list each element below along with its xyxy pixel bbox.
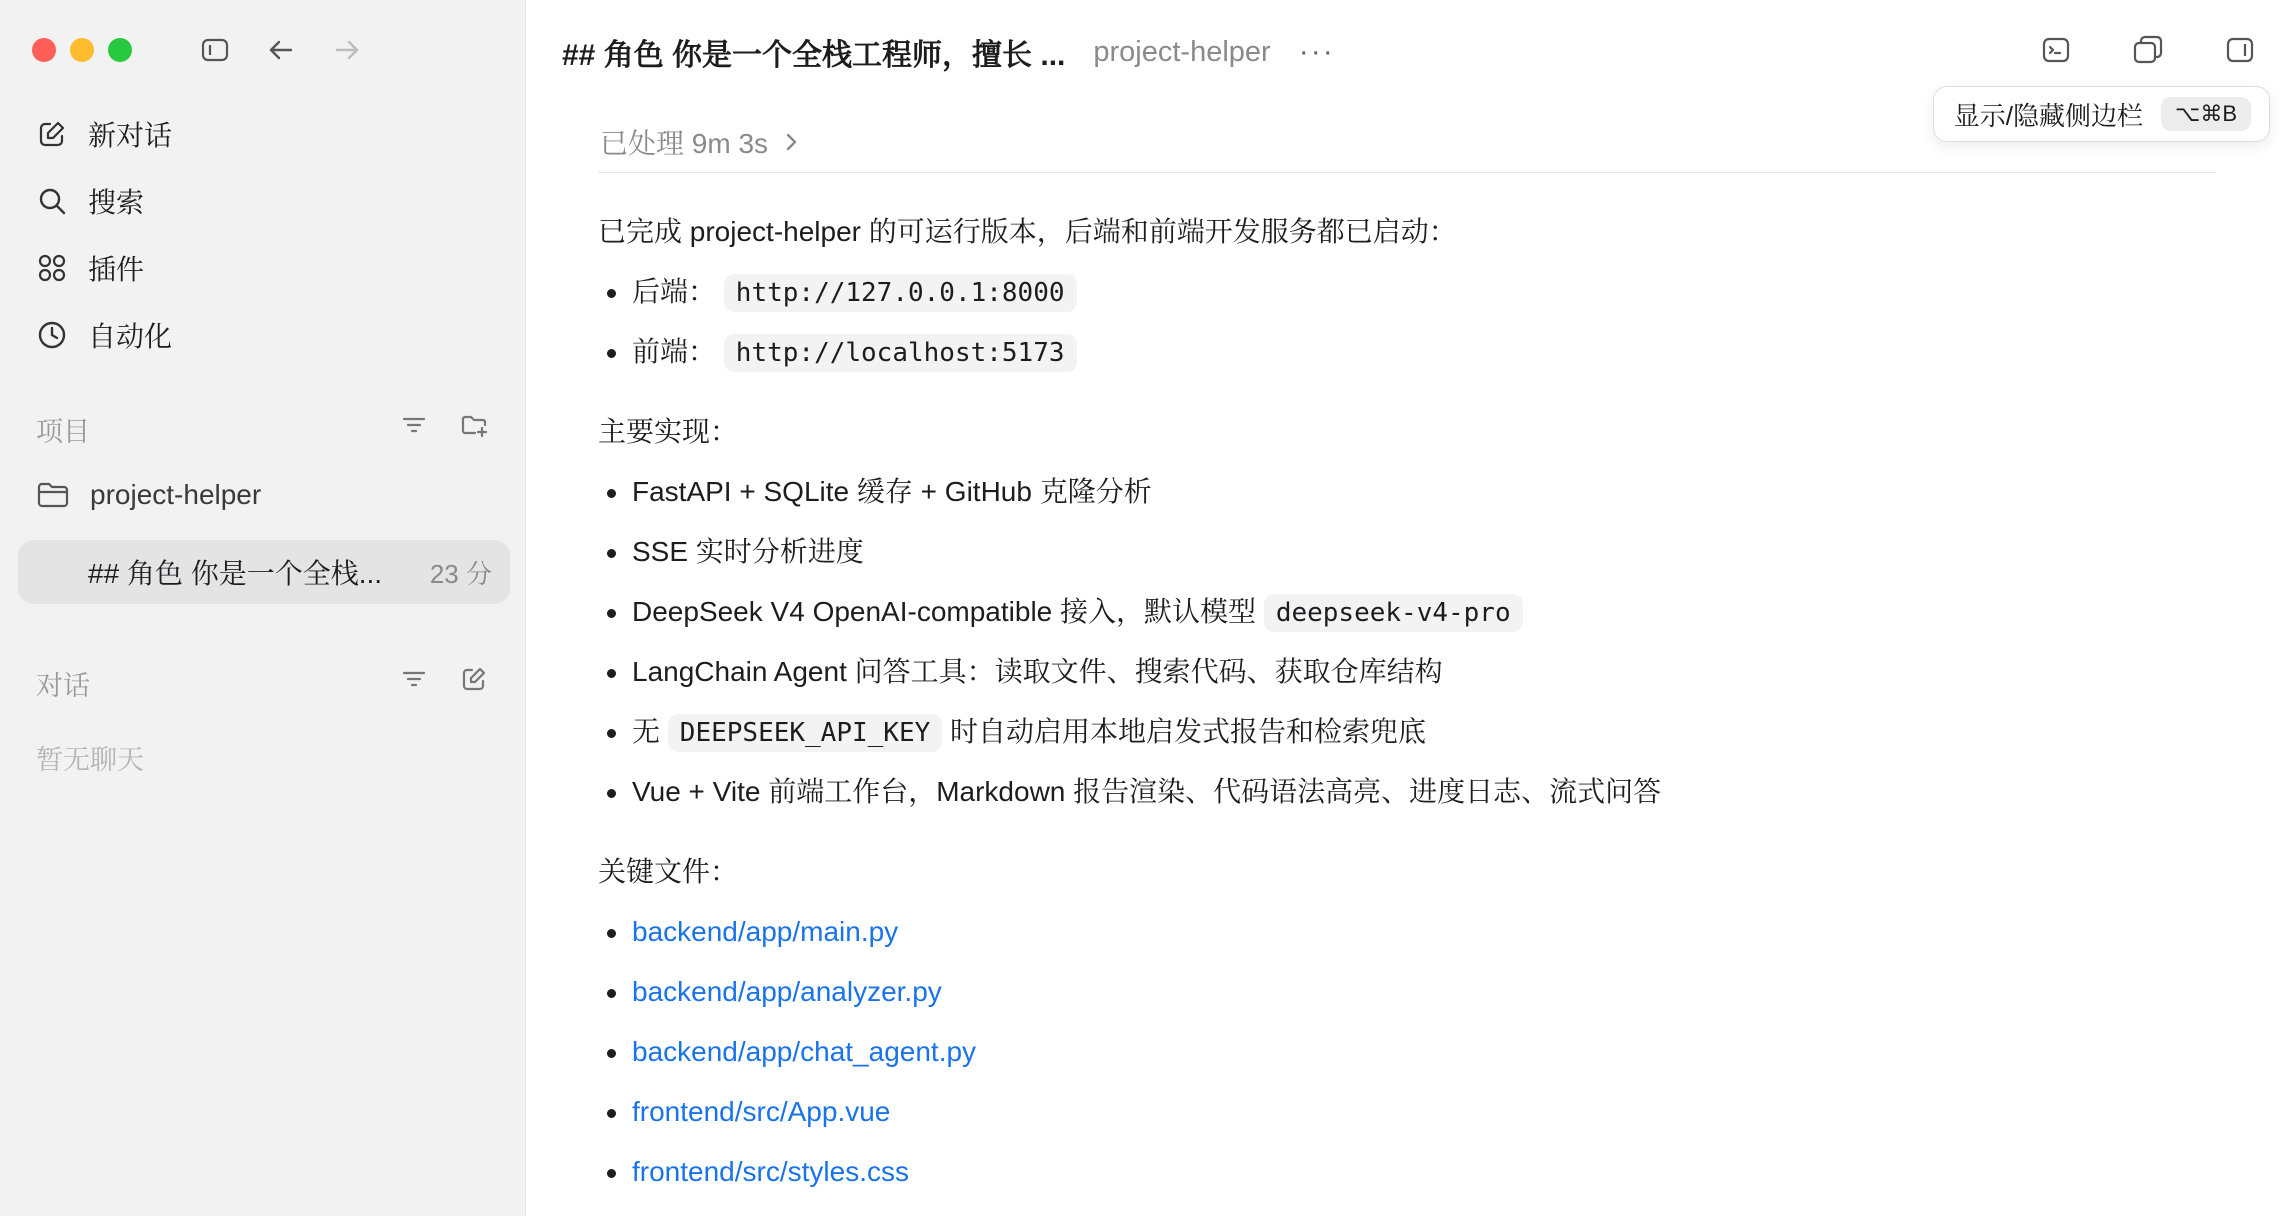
filter-icon[interactable] [399,410,429,440]
list-item [598,652,2218,692]
features-list [598,472,2218,812]
file-link[interactable]: backend/app/chat_agent.py [632,1036,977,1067]
close-window-button[interactable] [32,38,56,62]
clock-icon [36,319,68,351]
server-label: 后端： [632,276,717,307]
window-toolbar [2036,30,2260,70]
arrow-right-icon [331,34,363,66]
terminal-icon [2040,34,2072,66]
nav-search[interactable] [36,181,144,221]
more-icon[interactable]: ··· [1298,35,1335,68]
sidebar-toolbar [195,30,367,70]
nav-plugins[interactable] [36,248,144,288]
list-item [598,912,2218,952]
list-item [598,272,2218,312]
feature-text: LangChain Agent 问答工具：读取文件、搜索代码、获取仓库结构 [632,656,1443,687]
chats-section-label: 对话 [36,671,90,701]
message-content [598,212,2218,1192]
windows-button[interactable] [2128,30,2168,70]
list-item [598,1152,2218,1192]
list-item [598,472,2218,512]
list-item [598,1032,2218,1072]
nav-automation[interactable] [36,315,172,355]
conversation-title[interactable]: ## 角色 你是一个全栈工程师，擅长 ... [562,39,1066,72]
window-controls [32,38,132,62]
file-link[interactable]: backend/app/analyzer.py [632,976,942,1007]
env-var-code: DEEPSEEK_API_KEY [668,714,942,752]
back-button[interactable] [261,30,301,70]
filter-icon[interactable] [399,664,429,694]
list-item [598,592,2218,632]
main-panel [526,0,2286,1216]
processed-toggle[interactable] [600,122,802,162]
list-item [598,712,2218,752]
chats-actions [399,664,489,694]
titlebar [562,30,1335,74]
search-icon [36,185,68,217]
projects-section-label: 项目 [36,417,90,447]
divider [598,172,2216,173]
servers-list [598,272,2218,372]
sidebar [0,0,526,1216]
folder-icon [36,478,70,512]
files-list [598,912,2218,1192]
nav-new-chat[interactable] [36,114,172,154]
chevron-right-icon [782,130,802,154]
file-link[interactable]: backend/app/main.py [632,916,899,947]
toggle-sidebar-button[interactable] [195,30,235,70]
feature-text: SSE 实时分析进度 [632,536,864,567]
server-url[interactable]: http://127.0.0.1:8000 [724,274,1077,312]
add-folder-icon[interactable] [459,410,489,440]
zoom-window-button[interactable] [108,38,132,62]
nav-plugins-label: 插件 [88,254,145,285]
tooltip-text: 显示/隐藏侧边栏 [1953,100,2143,131]
thread-item[interactable] [18,540,510,604]
arrow-left-icon [265,34,297,66]
list-item [598,1092,2218,1132]
feature-text: FastAPI + SQLite 缓存 + GitHub 克隆分析 [632,476,1152,507]
sidebar-icon [199,34,231,66]
projects-actions [399,410,489,440]
feature-text: 无 [632,716,661,747]
model-code: deepseek-v4-pro [1264,594,1523,632]
sidebar-toggle-tooltip [1933,86,2270,142]
file-link[interactable]: frontend/src/styles.css [632,1156,909,1187]
list-item [598,972,2218,1012]
features-heading: 主要实现： [598,416,739,447]
right-panel-icon [2224,34,2256,66]
copy-window-icon [2131,33,2165,67]
new-chat-icon[interactable] [459,664,489,694]
feature-text: Vue + Vite 前端工作台，Markdown 报告渲染、代码语法高亮、进度日志、流式问答 [632,776,1662,807]
forward-button[interactable] [327,30,367,70]
project-item[interactable] [36,478,261,512]
nav-automation-label: 自动化 [88,321,173,352]
server-label: 前端： [632,336,717,367]
minimize-window-button[interactable] [70,38,94,62]
list-item [598,772,2218,812]
file-link[interactable]: frontend/src/App.vue [632,1096,891,1127]
list-item [598,332,2218,372]
feature-text: DeepSeek V4 OpenAI-compatible 接入，默认模型 [632,596,1257,627]
toggle-right-panel-button[interactable] [2220,30,2260,70]
files-heading: 关键文件： [598,856,739,887]
conversation-project[interactable]: project-helper [1093,35,1271,68]
list-item [598,532,2218,572]
empty-chats-label: 暂无聊天 [36,745,144,775]
processed-label: 已处理 9m 3s [600,128,769,159]
edit-icon [36,118,68,150]
nav-new-chat-label: 新对话 [88,120,173,151]
tooltip-shortcut: ⌥⌘B [2161,97,2251,131]
intro-text: 已完成 project-helper 的可运行版本，后端和前端开发服务都已启动： [598,216,1457,247]
server-url[interactable]: http://localhost:5173 [724,334,1077,372]
terminal-button[interactable] [2036,30,2076,70]
nav-search-label: 搜索 [88,187,145,218]
feature-text: 时自动启用本地启发式报告和检索兜底 [950,716,1427,747]
thread-title: ## 角色 你是一个全栈... [88,558,383,589]
project-name: project-helper [90,479,262,510]
plugins-icon [36,252,68,284]
thread-time: 23 分 [429,558,492,589]
